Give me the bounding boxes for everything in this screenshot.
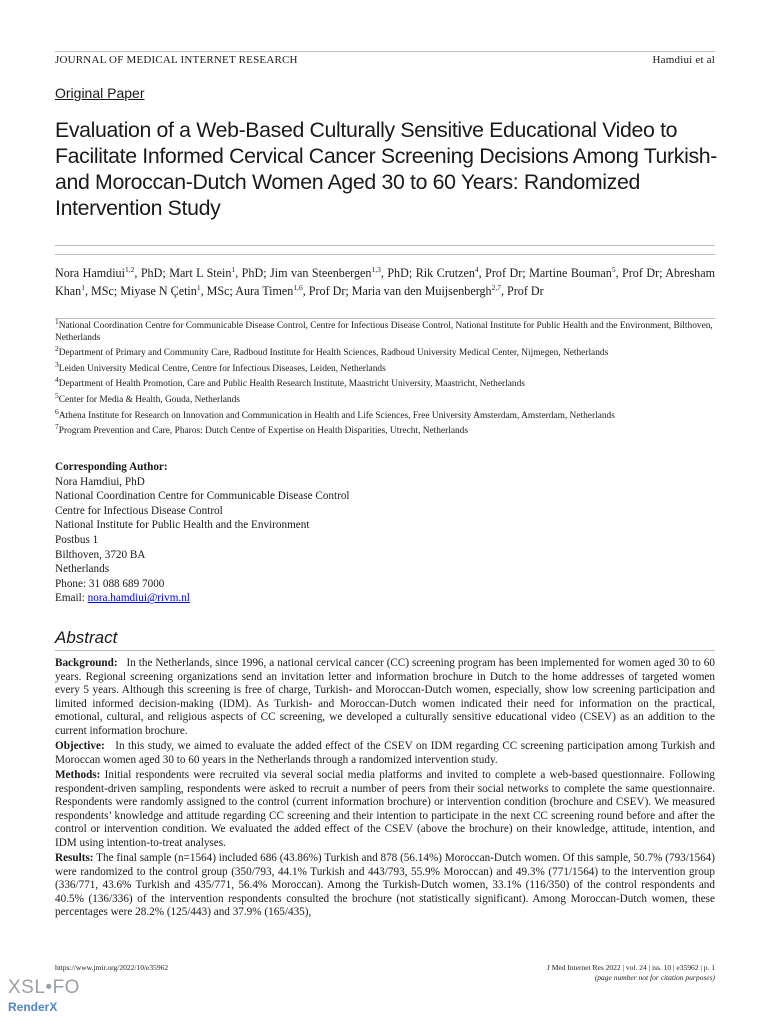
section-label: Methods: <box>55 769 101 781</box>
affiliation: $^2$Department of Primary and Community Care, Radboud Institute for Health Sciences, Radboud University Medical Center, Nijmegen, Netherlands <box>55 344 609 359</box>
article-title: Evaluation of a Web-Based Culturally Sensitive Educational Video to Facilitate Informed Cervical Cancer Screening Decisions Among Turkish- and Moroccan-Dutch Women Aged 30 to 60 Years: Randomized Intervention Study <box>55 118 718 220</box>
affiliation: $^6$Athena Institute for Research on Innovation and Communication in Health and Life Sciences, Free University Amsterdam, Amsterdam, Netherlands <box>55 406 615 421</box>
title-rule-bottom <box>55 254 715 255</box>
section-label: Background: <box>55 657 118 669</box>
author: Mart L Stein$^1$, PhD <box>169 264 264 280</box>
running-authors: Hamdiui et al <box>652 54 715 66</box>
abstract-section: Methods: Initial respondents were recruited via several social media platforms and invited to complete a web-based questionnaire. Following respondent-driven sampling, respondents were asked to recruit a number of peers from their social networks to complete the same questionnaire. Respondents were randomly assigned to the control (current information brochure) or intervention condition (brochure and CSEV). We measured respondents’ knowledge and attitude regarding CC screening and their intention to participate in the next CC screening round before and after the control or intervention condition. We evaluated the added effect of the CSEV (above the brochure) on their knowledge, attitude, intention, and IDM using intention-to-treat analyses. <box>55 769 715 849</box>
author: Nora Hamdiui$^{1,2}$, PhD <box>55 264 163 280</box>
journal-name: JOURNAL OF MEDICAL INTERNET RESEARCH <box>55 54 298 66</box>
affiliation: $^3$Leiden University Medical Centre, Centre for Infectious Diseases, Leiden, Netherlands <box>55 359 386 374</box>
abstract-section: Objective: In this study, we aimed to evaluate the added effect of the CSEV on IDM regarding CC screening participation among Turkish and Moroccan women aged 30 to 60 years in the Netherlands through a randomized intervention study. <box>55 740 715 766</box>
author: Miyase N Çetin$^1$, MSc <box>120 282 230 298</box>
affiliation: $^5$Center for Media & Health, Gouda, Netherlands <box>55 390 240 405</box>
corresponding-line: Centre for Infectious Disease Control <box>55 504 223 517</box>
corresponding-heading: Corresponding Author: <box>55 461 168 473</box>
author-list: Nora Hamdiui$^{1,2}$, PhD; Mart L Stein$^1$, PhD; Jim van Steenbergen$^{1,3}$, PhD; Rik Crutzen$^4$, Prof Dr; Martine Bouman$^5$, Prof Dr; Abresham Khan$^1$, MSc; Miyase N Çetin$^1$, MSc; Aura Timen$^{1,6}$, Prof Dr; Maria van den Muijsenbergh$^{2,7}$, Prof Dr <box>55 264 716 298</box>
footer-url: https://www.jmir.org/2022/10/e35962 <box>55 963 169 972</box>
author: Aura Timen$^{1,6}$, Prof Dr <box>235 282 346 298</box>
corresponding-line: Postbus 1 <box>55 533 99 546</box>
authors-rule <box>55 318 715 319</box>
corresponding-line: National Institute for Public Health and the Environment <box>55 519 310 532</box>
corresponding-line: Bilthoven, 3720 BA <box>55 548 146 561</box>
author: Maria van den Muijsenbergh$^{2,7}$, Prof Dr <box>351 282 544 298</box>
affiliation: $^7$Program Prevention and Care, Pharos: Dutch Centre of Expertise on Health Disparities, Utrecht, Netherlands <box>55 422 469 437</box>
corresponding-line: Nora Hamdiui, PhD <box>55 475 145 488</box>
email-link[interactable]: nora.hamdiui@rivm.nl <box>87 592 190 605</box>
email-line: Email: nora.hamdiui@rivm.nl <box>55 592 190 605</box>
renderx-logo <box>8 978 80 1014</box>
footer-note: (page number not for citation purposes) <box>594 973 715 982</box>
abstract-section: Results: The final sample (n=1564) included 686 (43.86%) Turkish and 878 (56.14%) Moroccan-Dutch women. Of this sample, 50.7% (793/1564) were randomized to the control group (350/793, 44.1% Turkish and 443/793, 55.9% Moroccan) and 49.3% (771/1564) to the intervention group (336/771, 43.6% Turkish and 435/771, 56.4% Moroccan). Among the Turkish-Dutch women, 33.1% (116/350) of the control respondents and 40.5% (136/336) of the intervention respondents consulted the brochure (not statistically significant). Among Moroccan-Dutch women, these percentages were 28.2% (125/443) and 37.9% (165/435), <box>55 852 715 918</box>
author: Jim van Steenbergen$^{1,3}$, PhD <box>270 264 409 280</box>
header-rule <box>55 51 715 52</box>
author: Martine Bouman$^5$, Prof Dr <box>529 264 660 280</box>
abstract-body <box>55 657 715 922</box>
corresponding-author <box>55 460 350 606</box>
affiliation-list <box>55 316 717 442</box>
renderx-logo-text: RenderX <box>8 1000 58 1014</box>
abstract-rule <box>55 650 715 651</box>
section-label: Results: <box>55 852 94 864</box>
xslfo-logo-text: XSL•FO <box>8 977 80 998</box>
corresponding-line: Netherlands <box>55 563 110 576</box>
author: Rik Crutzen$^4$, Prof Dr <box>415 264 523 280</box>
section-label: Objective: <box>55 740 105 752</box>
affiliation: $^4$Department of Health Promotion, Care and Public Health Research Institute, Maastricht University, Maastricht, Netherlands <box>55 375 525 390</box>
title-rule-top <box>55 245 715 246</box>
article-type: Original Paper <box>55 85 145 101</box>
abstract-heading: Abstract <box>55 628 118 647</box>
author: Abresham Khan$^1$, MSc <box>55 266 716 298</box>
corresponding-line: Phone: 31 088 689 7000 <box>55 577 165 590</box>
footer-citation: J Med Internet Res 2022 | vol. 24 | iss. 10 | e35962 | p. 1 (page number not for citation purposes) <box>546 963 715 982</box>
abstract-section: Background: In the Netherlands, since 1996, a national cervical cancer (CC) screening program has been implemented for women aged 30 to 60 years. Regional screening organizations send an invitation letter and information brochure in Dutch to the home addresses of targeted women every 5 years. Although this screening is free of charge, Turkish- and Moroccan-Dutch women, especially, show low screening participation and limited informed decision-making (IDM). As Turkish- and Moroccan-Dutch women indicated their need for information on the practical, emotional, cultural, and religious aspects of CC screening, we developed a culturally sensitive educational video (CSEV) as an addition to the current information brochure. <box>55 657 715 737</box>
affiliation: $^1$National Coordination Centre for Communicable Disease Control, Centre for Infectious Disease Control, National Institute for Public Health and the Environment, Bilthoven, Netherlands <box>55 316 713 343</box>
corresponding-line: National Coordination Centre for Communicable Disease Control <box>55 490 350 503</box>
